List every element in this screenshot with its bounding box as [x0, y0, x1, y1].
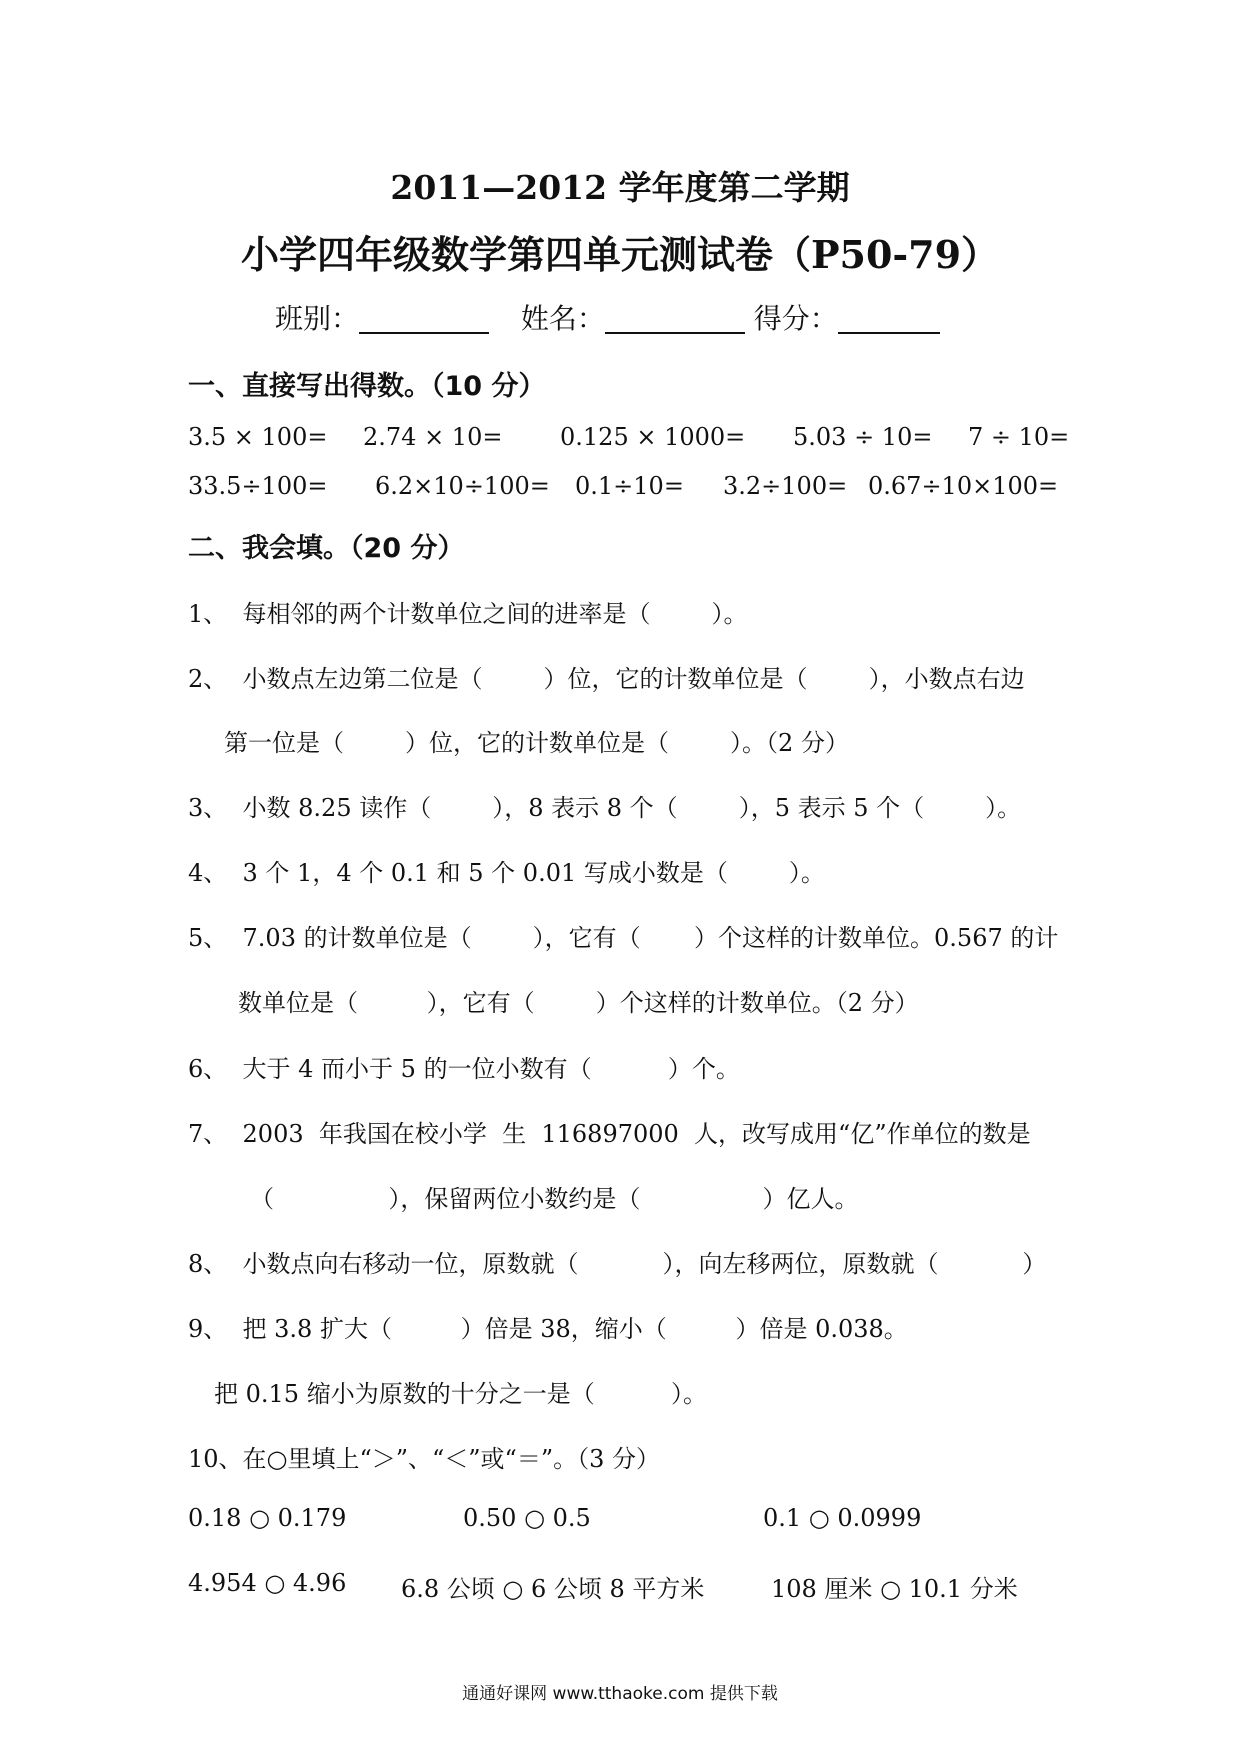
exam-title: 小学四年级数学第四单元测试卷（P50-79）	[240, 232, 1000, 277]
compare-item: 0.50 ○ 0.5	[463, 1504, 591, 1532]
calc-item: 3.2÷100=	[723, 472, 848, 500]
calc-item: 0.67÷10×100=	[868, 472, 1059, 500]
question-1: 1、 每相邻的两个计数单位之间的进率是（ ）。	[188, 600, 748, 628]
question-10: 10、在○里填上“＞”、“＜”或“＝”。（3 分）	[188, 1445, 660, 1473]
compare-item: 108 厘米 ○ 10.1 分米	[771, 1575, 1018, 1603]
question-6: 6、 大于 4 而小于 5 的一位小数有（ ）个。	[188, 1055, 740, 1083]
compare-item: 0.1 ○ 0.0999	[763, 1504, 922, 1532]
score-blank	[838, 304, 940, 334]
class-blank	[359, 304, 489, 334]
calc-item: 2.74 × 10=	[363, 423, 503, 451]
question-9: 9、 把 3.8 扩大（ ）倍是 38，缩小（ ）倍是 0.038。	[188, 1315, 908, 1343]
compare-row-2	[188, 1569, 1088, 1603]
calc-item: 7 ÷ 10=	[968, 423, 1070, 451]
calc-item: 0.1÷10=	[575, 472, 684, 500]
calc-item: 0.125 × 1000=	[560, 423, 746, 451]
score-label: 得分：	[753, 302, 838, 335]
compare-row-1	[188, 1504, 1088, 1534]
compare-item: 6.8 公顷 ○ 6 公顷 8 平方米	[401, 1575, 705, 1603]
question-2-cont: 第一位是（ ）位，它的计数单位是（ ）。（2 分）	[224, 729, 849, 757]
question-7-cont: （ ），保留两位小数约是（ ）亿人。	[250, 1185, 859, 1213]
section2-heading: 二、我会填。（20 分）	[188, 533, 465, 564]
class-label: 班别：	[275, 302, 360, 335]
page-footer: 通通好课网 www.tthaoke.com 提供下载	[462, 1684, 778, 1704]
question-3: 3、 小数 8.25 读作（ ），8 表示 8 个（ ），5 表示 5 个（ ）。	[188, 794, 1022, 822]
question-9-cont: 把 0.15 缩小为原数的十分之一是（ ）。	[214, 1380, 707, 1408]
student-info-row	[275, 297, 940, 337]
question-7: 7、 2003 年我国在校小学 生 116897000 人，改写成用“亿”作单位的数是	[188, 1120, 1031, 1148]
question-8: 8、 小数点向右移动一位，原数就（ ），向左移两位，原数就（ ）	[188, 1250, 1047, 1278]
question-5: 5、 7.03 的计数单位是（ ），它有（ ）个这样的计数单位。0.567 的计	[188, 924, 1059, 952]
compare-item: 0.18 ○ 0.179	[188, 1504, 347, 1532]
name-label: 姓名：	[520, 302, 605, 335]
question-4: 4、 3 个 1，4 个 0.1 和 5 个 0.01 写成小数是（ ）。	[188, 859, 825, 887]
school-year-title: 2011—2012 学年度第二学期	[390, 168, 850, 207]
calc-item: 5.03 ÷ 10=	[793, 423, 933, 451]
calc-item: 6.2×10÷100=	[375, 472, 550, 500]
question-2: 2、 小数点左边第二位是（ ）位，它的计数单位是（ ），小数点右边	[188, 665, 1025, 693]
calc-row-2	[188, 472, 1088, 502]
question-5-cont: 数单位是（ ），它有（ ）个这样的计数单位。（2 分）	[238, 989, 919, 1017]
name-blank	[605, 304, 745, 334]
calc-row-1	[188, 423, 1088, 453]
calc-item: 33.5÷100=	[188, 472, 328, 500]
compare-item: 4.954 ○ 4.96	[188, 1569, 347, 1597]
calc-item: 3.5 × 100=	[188, 423, 328, 451]
section1-heading: 一、直接写出得数。（10 分）	[188, 371, 546, 402]
